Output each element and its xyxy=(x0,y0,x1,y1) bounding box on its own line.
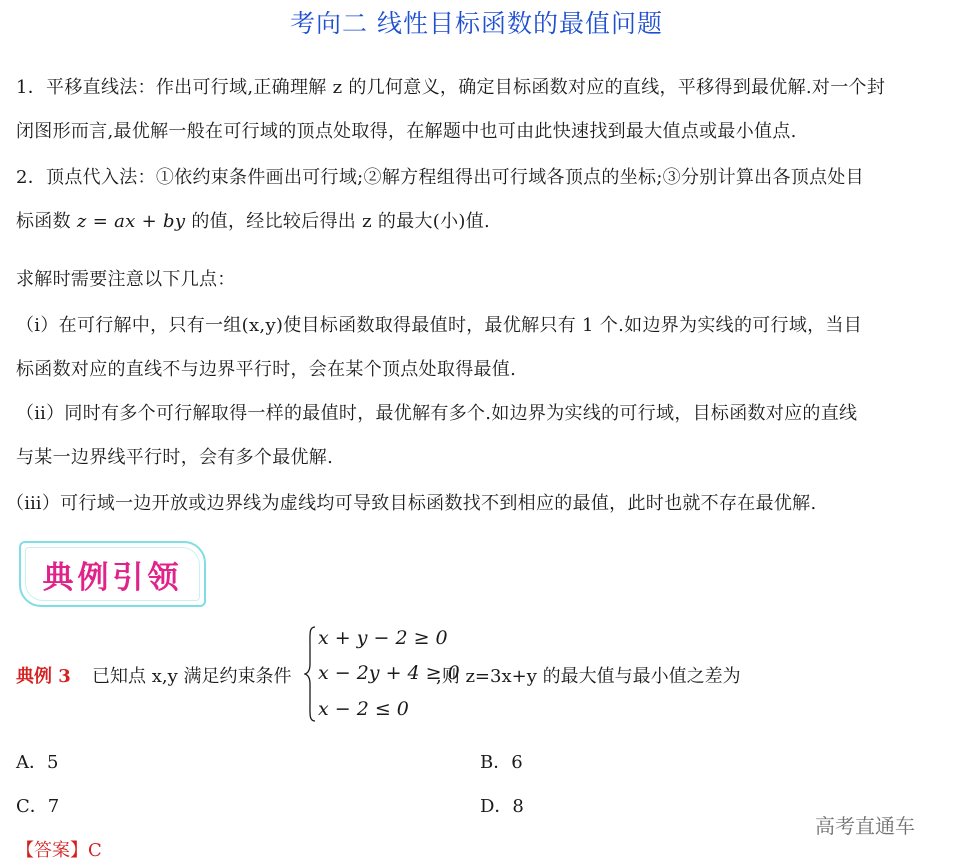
note-3-paragraph xyxy=(6,482,931,526)
example-text-prefix: 已知点 x,y 满足约束条件 xyxy=(92,666,292,687)
constraint-3: x − 2 ≤ 0 xyxy=(318,698,409,720)
note-1-line-2: 标函数对应的直线不与边界平行时，会在某个顶点处取得最值. xyxy=(16,359,517,380)
method-2-line-1: 2．顶点代入法：①依约束条件画出可行域;②解方程组得出可行域各顶点的坐标;③分别计算出各顶点处目 xyxy=(16,167,864,188)
watermark-logo: 高考直通车 xyxy=(815,814,915,838)
option-b: B．6 xyxy=(480,752,523,773)
note-2-line-1: （ⅱ）同时有多个可行解取得一样的最值时，最优解有多个.如边界为实线的可行域，目标函数对应的直线 xyxy=(16,403,858,424)
notes-intro-text: 求解时需要注意以下几点： xyxy=(16,269,236,290)
example-text-suffix: ,则 z=3x+y 的最大值与最小值之差为 xyxy=(436,666,741,687)
constraint-2: x − 2y + 4 ≥ 0 xyxy=(318,662,460,684)
note-1-paragraph xyxy=(16,304,941,392)
method-2-paragraph xyxy=(16,156,941,244)
method-2-line-2 xyxy=(16,200,941,244)
answer-line: 【答案】C xyxy=(16,840,102,861)
notes-intro xyxy=(16,258,941,302)
note-2-line-2: 与某一边界线平行时，会有多个最优解. xyxy=(16,447,334,468)
note-1-line-1: （ⅰ）在可行解中，只有一组(x,y)使目标函数取得最值时，最优解只有 1 个.如边界为实线的可行域，当目 xyxy=(16,315,863,336)
example-label: 典例 3 xyxy=(16,666,71,687)
option-d: D．8 xyxy=(480,796,524,817)
method-1-line-1: 1．平移直线法：作出可行域,正确理解 z 的几何意义，确定目标函数对应的直线，平移得到最优解.对一个封 xyxy=(16,77,886,98)
option-a: A．5 xyxy=(16,752,59,773)
constraint-brace-icon xyxy=(304,626,316,722)
method-2-line-2-prefix: 标函数 xyxy=(16,211,77,232)
method-1-paragraph xyxy=(16,66,941,154)
option-c: C．7 xyxy=(16,796,60,817)
objective-formula: z = ax + by xyxy=(76,211,186,232)
section-title: 考向二 线性目标函数的最值问题 xyxy=(290,9,663,38)
constraint-1: x + y − 2 ≥ 0 xyxy=(318,627,448,649)
note-3-line: （ⅲ）可行域一边开放或边界线为虚线均可导致目标函数找不到相应的最值，此时也就不存在最优解. xyxy=(6,493,817,514)
example-banner xyxy=(19,541,206,607)
example-banner-text: 典例引领 xyxy=(42,559,183,596)
note-2-paragraph xyxy=(16,392,941,480)
method-2-line-2-suffix: 的值，经比较后得出 z 的最大(小)值. xyxy=(185,211,491,232)
method-1-line-2: 闭图形而言,最优解一般在可行域的顶点处取得，在解题中也可由此快速找到最大值点或最小值点. xyxy=(16,121,797,142)
